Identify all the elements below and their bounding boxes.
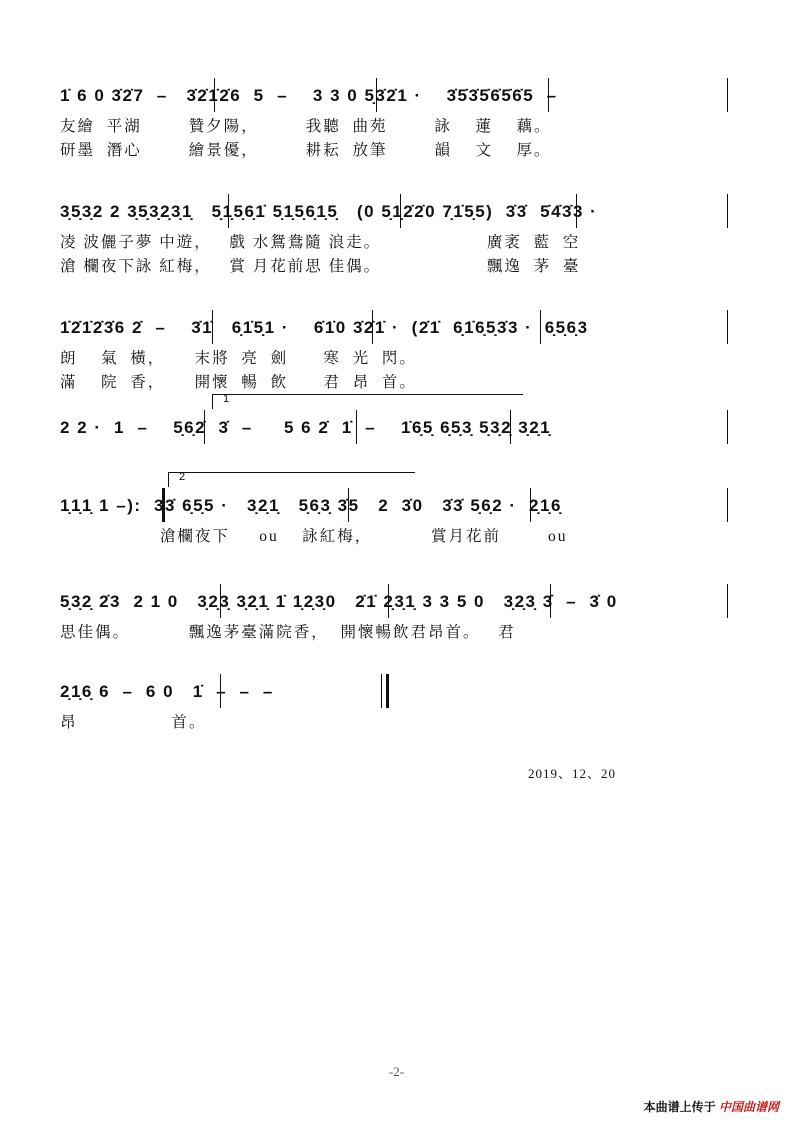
barline (214, 78, 215, 112)
barline (530, 488, 531, 522)
barline (727, 194, 728, 228)
barline (510, 410, 511, 444)
lyric-verse-1: 思佳偶。 飄逸茅臺滿院香， 開懷暢飲君昂首。 君 (60, 624, 516, 641)
second-ending-bracket: 2 (168, 472, 415, 487)
notation-line: 3̣5̣3̣2 2 3̣5̣3̣2̣3̣1̣ 5̣1̣5̣6̣1̇ 5̣1̣5̣6̣1̣5̣ (0 5̣1̣2̇2̇0 7̣1̇5̣5) 3̇3̇ 5̇4̇3̇3 · (60, 202, 598, 221)
barline (727, 410, 728, 444)
barline (548, 78, 549, 112)
barline (376, 78, 377, 112)
barline (727, 584, 728, 618)
final-barline (386, 674, 389, 708)
barline (356, 410, 357, 444)
barline (228, 194, 229, 228)
barline (204, 410, 205, 444)
barline (212, 310, 213, 344)
repeat-barline (162, 488, 165, 522)
lyric-verse-1: 凌 波儷子夢 中遊， 戲 水鴛鴦隨 浪走。 廣袤 藍 空 (60, 234, 581, 251)
barline (348, 488, 349, 522)
barline (550, 584, 551, 618)
barline (727, 310, 728, 344)
first-ending-bracket: 1 (212, 394, 523, 409)
lyric-verse-1: 昂 首。 (60, 714, 207, 731)
upload-footer (644, 1098, 779, 1115)
barline (727, 488, 728, 522)
notation-line: 2̣1̣6̣ 6 – 6 0 1̇ – – – (60, 682, 274, 701)
lyric-verse-2: 滿 院 香， 開懷 暢 飲 君 昂 首。 (60, 374, 417, 391)
barline (727, 78, 728, 112)
barline (220, 674, 221, 708)
composition-date: 2019、12、20 (528, 766, 617, 781)
lyric-verse-2: 研墨 潛心 繪景優， 耕耘 放筆 韻 文 厚。 (60, 142, 552, 159)
barline (381, 674, 382, 708)
lyric-verse-1: 友繪 平湖 贊夕陽， 我聽 曲苑 詠 蓮 藕。 (60, 118, 552, 135)
barline (400, 194, 401, 228)
site-logo[interactable]: 中国曲谱网 (718, 1100, 779, 1114)
notation-line: 1̇2̇1̇2̇3̇6 2̇ – 3̇1̇ 6̣1̇5̣1 · 6̇1̇0 3̇2̇1̇ · (2̇1̇ 6̣1̇6̣5̣3̇3 · 6̣5̣6̣3 (60, 318, 589, 337)
notation-line: 5̣3̣2̣ 2̇3 2 1 0 3̣2̣3̣ 3̣2̣1̣ 1̇ 1̣2̣3̣0 2̇1̇ 2̣3̣1̣ 3 3 5 0 3̣2̣3̣ 3̇ – 3̇ 0 (60, 592, 618, 611)
page-number: -2- (388, 1064, 405, 1079)
lyric-verse-1: 朗 氣 橫， 末將 亮 劍 寒 光 閃。 (60, 350, 417, 367)
barline (576, 194, 577, 228)
barline (220, 584, 221, 618)
notation-line: 1̣1̣1̣ 1 –): 3̇3̇ 6̣5̣5 · 3̣2̣1̣ 5̣6̣3̣ 3̇5 2 3̇0 3̇3̇ 5̣6̣2 · 2̣1̣6̣ (60, 496, 562, 515)
barline (540, 310, 541, 344)
footer-text: 本曲谱上传于 (643, 1100, 716, 1114)
barline (388, 584, 389, 618)
lyric-verse-2: 滄 欄夜下詠 紅梅， 賞 月花前思 佳偶。 飄逸 茅 臺 (60, 258, 581, 275)
lyric-verse-1: 滄欄夜下 ou 詠紅梅， 賞月花前 ou (60, 528, 568, 545)
notation-line: 2 2 · 1 – 5̣6̣2̇ 3̇ – 5 6 2̇ 1̇ – 1̇6̣5̣ 6̣5̣3̣ 5̣3̣2̣ 3̣2̣1̣ (60, 418, 552, 437)
notation-line: 1̇ 6 0 3̇2̇7 – 3̇2̇1̇2̇6 5 – 3 3 0 5̣3̇2̇1 · 3̇5̇3̇5̇6̇5̇6̇5 – (60, 86, 558, 105)
barline (372, 310, 373, 344)
